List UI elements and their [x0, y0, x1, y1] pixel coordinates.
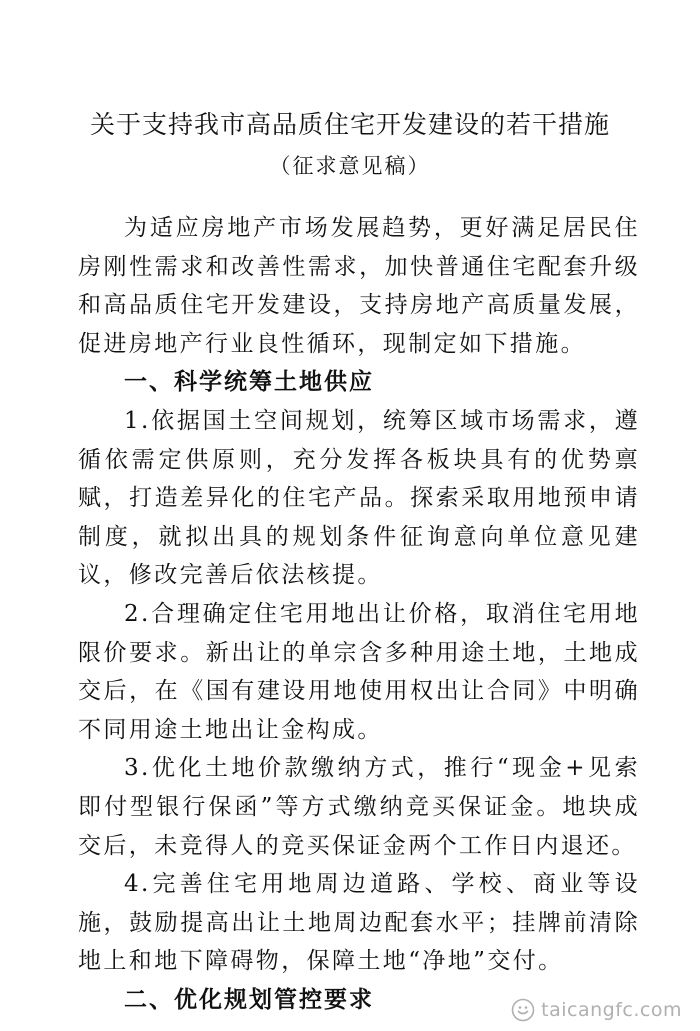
document-subtitle: （征求意见稿）	[269, 154, 431, 178]
document-title: 关于支持我市高品质住宅开发建设的若干措施	[89, 110, 610, 139]
document-body	[78, 209, 640, 1019]
section-heading-2: 二、优化规划管控要求	[124, 985, 374, 1013]
item-paragraph-1: 1.依据国土空间规划，统筹区域市场需求，遵循依需定供原则，充分发挥各板块具有的优势禀赋，打造差异化的住宅产品。探索采取用地预申请制度，就拟出具的规划条件征询意向单位意见建议，修改完善后依法核提。	[78, 407, 640, 589]
item-paragraph-4: 4.完善住宅用地周边道路、学校、商业等设施，鼓励提高出让土地周边配套水平；挂牌前清除地上和地下障碍物，保障土地“净地”交付。	[78, 871, 640, 975]
watermark-logo-icon	[511, 998, 535, 1022]
intro-paragraph: 为适应房地产市场发展趋势，更好满足居民住房刚性需求和改善性需求，加快普通住宅配套升级和高品质住宅开发建设，支持房地产高质量发展，促进房地产行业良性循环，现制定如下措施。	[78, 215, 640, 357]
item-paragraph-2: 2.合理确定住宅用地出让价格，取消住宅用地限价要求。新出让的单宗含多种用途土地，土地成交后，在《国有建设用地使用权出让合同》中明确不同用途土地出让金构成。	[78, 600, 640, 743]
watermark	[511, 995, 682, 1025]
section-heading-1: 一、科学统筹土地供应	[124, 368, 374, 396]
watermark-text: taicangfc.com	[541, 999, 682, 1021]
item-paragraph-3: 3.优化土地价款缴纳方式，推行“现金+见索即付型银行保函”等方式缴纳竞买保证金。地块成交后，未竞得人的竞买保证金两个工作日内退还。	[78, 755, 640, 859]
